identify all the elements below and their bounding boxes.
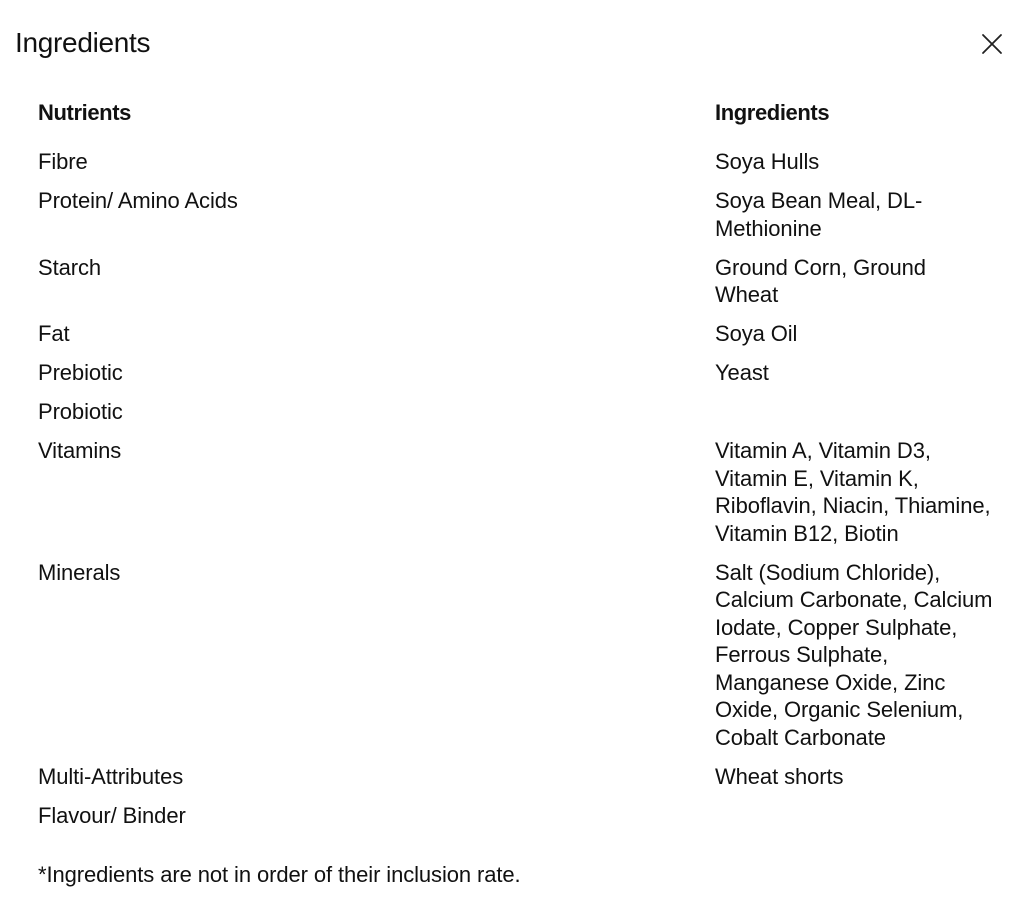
table-row (38, 254, 1008, 309)
ingredient-cell: Ground Corn, Ground Wheat (715, 254, 926, 307)
table-row (38, 398, 1008, 426)
modal-title: Ingredients (15, 27, 151, 58)
nutrient-cell: Starch (38, 254, 101, 280)
table-header-row (38, 98, 1008, 128)
nutrients-column-header: Nutrients (38, 100, 131, 125)
ingredient-cell: Soya Oil (715, 321, 798, 346)
nutrient-cell: Fibre (38, 149, 88, 174)
ingredients-table (38, 98, 1008, 841)
nutrient-cell: Minerals (38, 559, 121, 585)
footnote: *Ingredients are not in order of their inclusion rate. (38, 862, 521, 887)
table-row (38, 559, 1008, 752)
ingredient-cell (715, 802, 1008, 830)
ingredient-cell: Vitamin A, Vitamin D3, Vitamin E, Vitamin K, Riboflavin, Niacin, Thiamine, Vitamin B12, Biotin (715, 438, 991, 546)
table-row (38, 187, 1008, 242)
ingredient-cell: Soya Bean Meal, DL- Methionine (715, 188, 923, 241)
nutrient-cell: Flavour/ Binder (38, 802, 186, 828)
ingredient-cell: Yeast (715, 360, 769, 385)
close-icon (981, 33, 1003, 55)
nutrient-cell: Protein/ Amino Acids (38, 188, 238, 213)
close-button[interactable] (978, 30, 1006, 58)
table-row (38, 763, 1008, 791)
ingredient-cell: Salt (Sodium Chloride), Calcium Carbonate, Calcium Iodate, Copper Sulphate, Ferrous Sulphate, Manganese Oxide, Zinc Oxide, Organic Selenium, Cobalt Carbonate (715, 559, 993, 750)
ingredient-cell: Soya Hulls (715, 149, 820, 174)
table-row (38, 359, 1008, 387)
table-row (38, 148, 1008, 176)
table-row (38, 802, 1008, 830)
nutrient-cell: Vitamins (38, 438, 122, 463)
ingredient-cell: Wheat shorts (715, 763, 844, 789)
table-body (38, 148, 1008, 829)
nutrient-cell: Multi-Attributes (38, 763, 184, 789)
table-row (38, 320, 1008, 348)
nutrient-cell: Prebiotic (38, 360, 123, 385)
table-row (38, 437, 1008, 547)
nutrient-cell: Fat (38, 321, 70, 346)
ingredient-cell (715, 398, 1008, 426)
ingredients-column-header: Ingredients (715, 100, 830, 125)
nutrient-cell: Probiotic (38, 399, 123, 424)
